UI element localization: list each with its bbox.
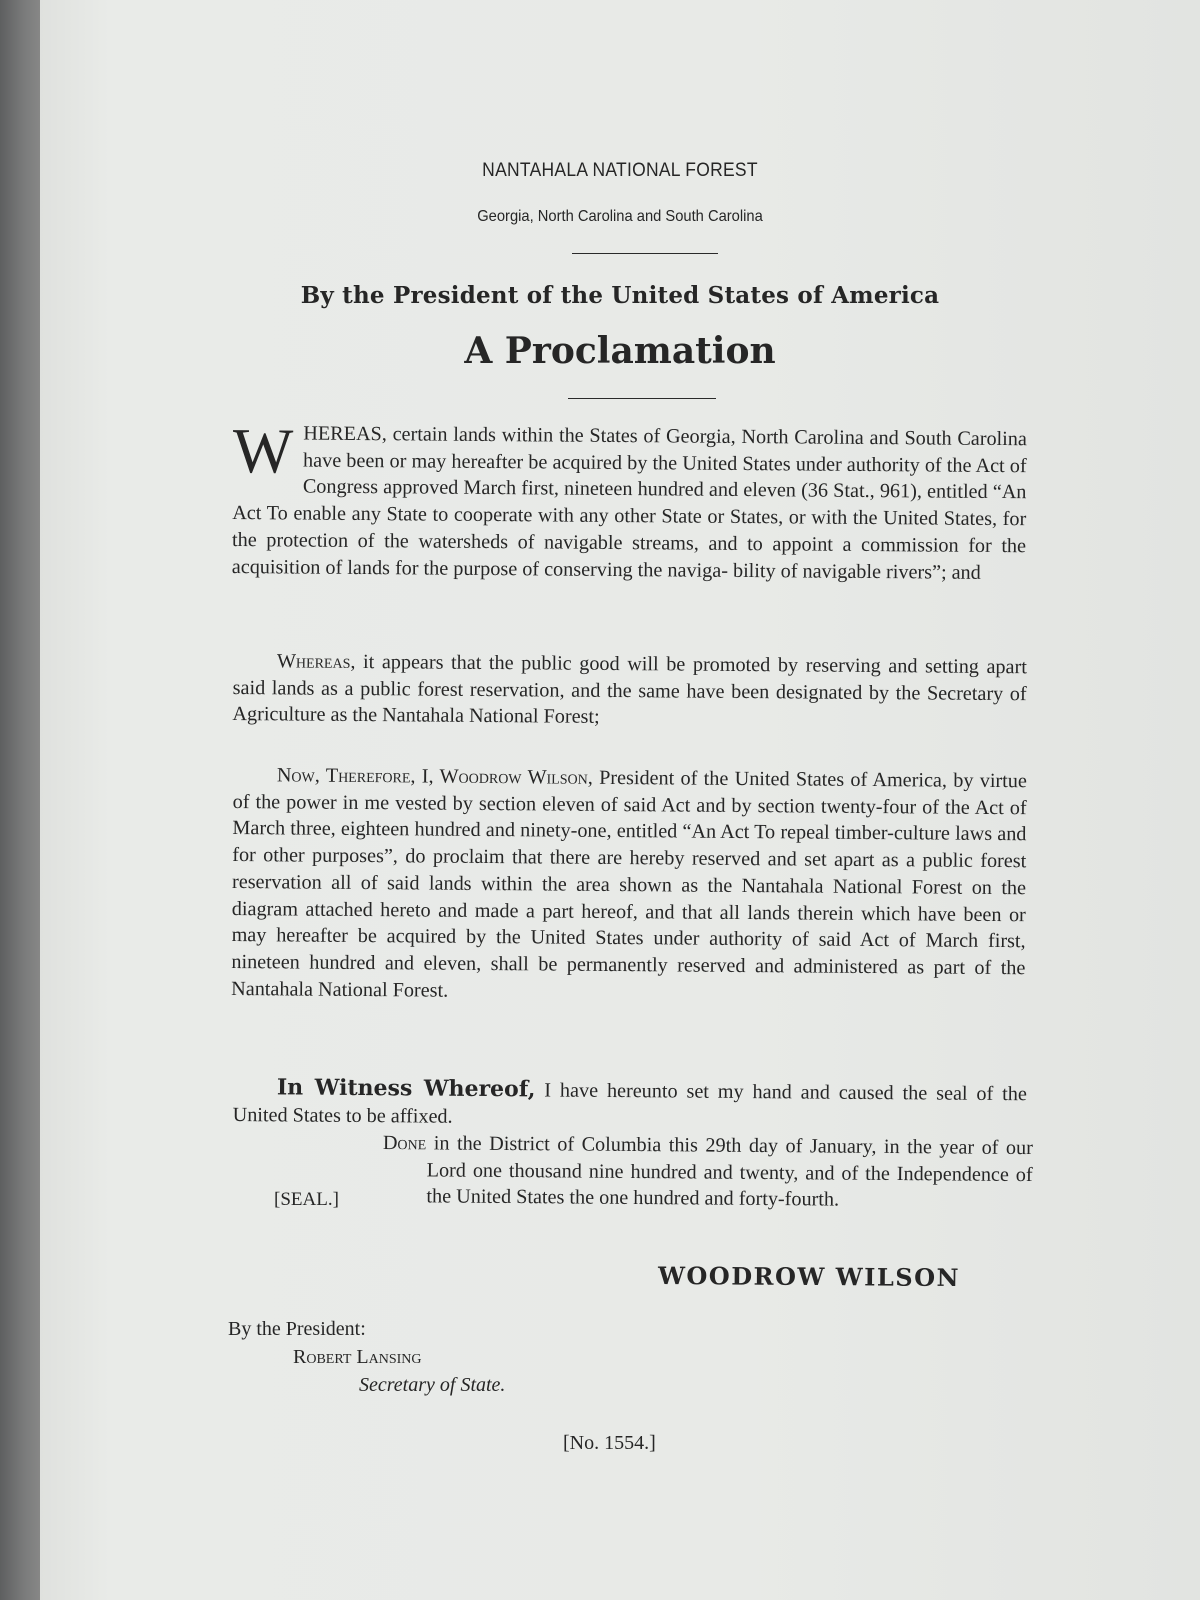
proclamation-heading: A Proclamation [464,330,776,372]
done-text: in the District of Columbia this 29th day of January, in the year of our Lord one thousand nine hundred and twenty, and of the Independence of the United States the one hundred and forty-fourth. [426,1132,1033,1211]
paragraph-whereas-1 [231,415,1027,586]
done-paragraph [382,1130,1033,1215]
seal-mark: [SEAL.] [274,1189,339,1210]
paragraph-1-text: HEREAS, certain lands within the States of Georgia, North Carolina and South Carolina have been or may hereafter be acquired by the United States under authority of the Act of Congress approved March first, nineteen hundred and eleven (36 Stat., 961), entitled “An Act To enable any State to cooperate with any other State or States, or with the United States, for the protection of the watersheds of navigable streams, and to appoint a commission for the acquisition of lands for the purpose of conserving the naviga- bility of navigable rivers”; and [231,422,1027,584]
drop-cap: W [232,415,294,487]
president-byline: By the President of the United States of America [300,282,940,309]
forest-title: NANTAHALA NATIONAL FOREST [482,160,758,181]
paragraph-whereas-2 [232,648,1027,734]
done-lead: Done [382,1131,427,1155]
proclamation-page [40,0,1200,1600]
signature: WOODROW WILSON [657,1260,961,1293]
divider-top [572,253,718,254]
paragraph-3-lead: Now, Therefore, I, Woodrow Wilson [276,764,588,789]
paragraph-3-text: , President of the United States of America, by virtue of the power in me vested by section eleven of said Act and by section twenty-four of the Act of March three, eighteen hundred and ninety-one, entitled “An Act To repeal timber-culture laws and for other purposes”, do proclaim that there are hereby reserved and set apart as a public forest reservation all of said lands within the area shown as the Nantahala National Forest on the diagram attached hereto and made a part hereof, and that all lands therein which have been or may hereafter be acquired by the United States under authority of said Act of March first, nineteen hundred and eleven, shall be permanently reserved and administered as part of the Nantahala National Forest. [231,766,1027,1002]
by-the-president: By the President: [228,1318,366,1340]
paragraph-therefore [231,762,1027,1009]
paragraph-4-text: I have hereunto set my hand and caused the seal of the United States to be affixed. [232,1079,1027,1128]
paragraph-2-lead: Whereas [276,650,351,673]
paragraph-4-lead: In Witness Whereof, [276,1074,536,1103]
proclamation-number: [No. 1554.] [563,1432,656,1454]
paragraph-2-text: , it appears that the public good will be promoted by reserving and setting apart said lands as a public forest reservation, and the same have been designated by the Secretary of Agriculture as the Nantahala National Forest; [232,650,1027,729]
secretary-title: Secretary of State. [359,1374,506,1396]
secretary-name: Robert Lansing [293,1346,422,1368]
divider-bottom [568,398,716,399]
paragraph-witness [233,1074,1027,1135]
forest-states: Georgia, North Carolina and South Carolina [477,208,763,225]
